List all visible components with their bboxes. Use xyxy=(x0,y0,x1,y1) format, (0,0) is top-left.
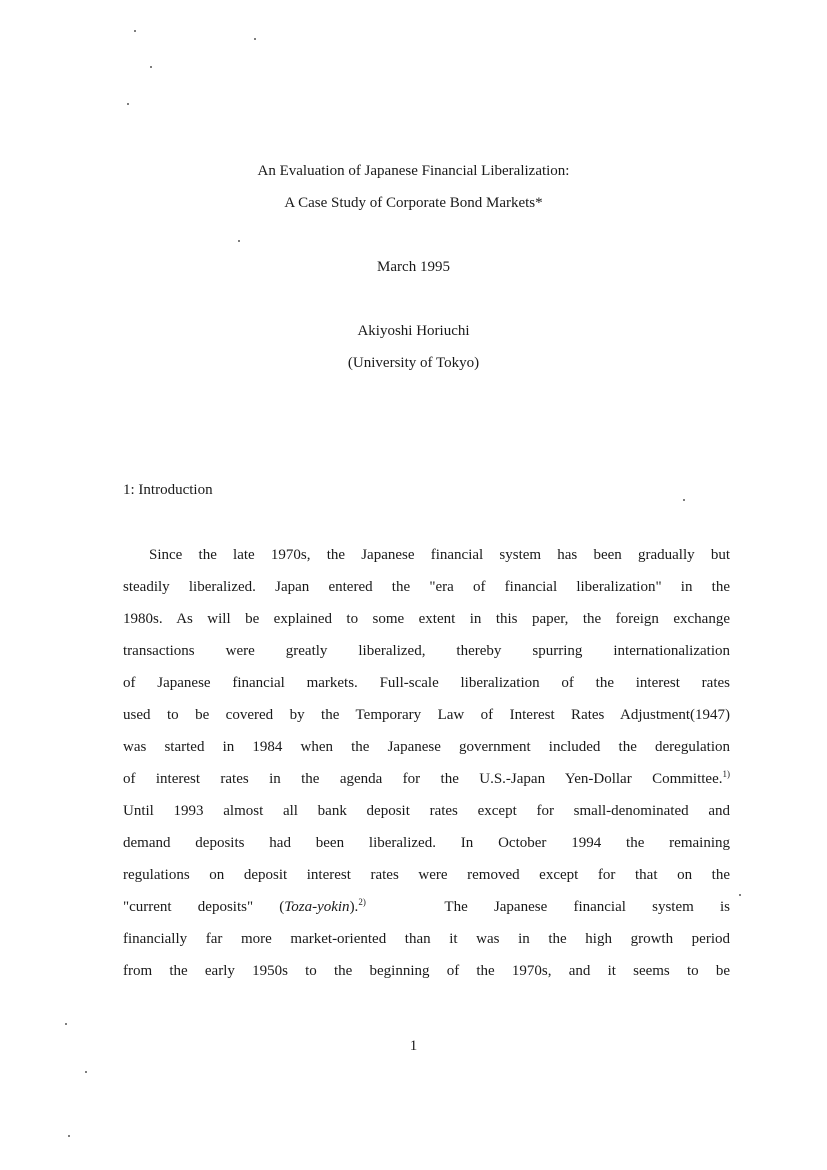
scan-speck xyxy=(238,240,240,242)
body-line-text: "current deposits" (Toza-yokin). xyxy=(123,899,359,915)
paper-title-line-2: A Case Study of Corporate Bond Markets* xyxy=(284,195,543,211)
body-line: steadily liberalized. Japan entered the "era of financial liberalization" in the xyxy=(123,579,730,595)
scan-speck xyxy=(85,1071,87,1073)
scan-speck xyxy=(127,103,129,105)
paper-affiliation: (University of Tokyo) xyxy=(347,355,480,371)
italic-term: Toza-yokin xyxy=(284,899,350,915)
paper-date: March 1995 xyxy=(377,259,450,275)
body-line: 1980s. As will be explained to some extent in this paper, the foreign exchange xyxy=(123,611,730,627)
paper-author: Akiyoshi Horiuchi xyxy=(357,323,470,339)
body-line-text: of interest rates in the agenda for the U.S.-Japan Yen-Dollar Committee. xyxy=(123,771,723,787)
scan-speck xyxy=(134,30,136,32)
body-line: used to be covered by the Temporary Law of Interest Rates Adjustment(1947) xyxy=(123,707,730,723)
page-number: 1 xyxy=(409,1038,418,1054)
section-heading-introduction: 1: Introduction xyxy=(123,482,213,498)
body-line-with-footnote xyxy=(123,769,730,801)
body-line-tail: The Japanese financial system is xyxy=(444,899,730,915)
body-line: of Japanese financial markets. Full-scale liberalization of the interest rates xyxy=(123,675,730,691)
paper-title-line-1: An Evaluation of Japanese Financial Liberalization: xyxy=(257,163,570,179)
introduction-body xyxy=(123,545,730,993)
body-line: financially far more market-oriented than it was in the high growth period xyxy=(123,931,730,947)
body-line: Since the late 1970s, the Japanese financial system has been gradually but xyxy=(149,547,730,563)
body-line: Until 1993 almost all bank deposit rates except for small-denominated and xyxy=(123,803,730,819)
body-line: was started in 1984 when the Japanese government included the deregulation xyxy=(123,739,730,755)
scan-speck xyxy=(683,499,685,501)
body-line: transactions were greatly liberalized, thereby spurring internationalization xyxy=(123,643,730,659)
body-line-with-footnote xyxy=(123,897,730,929)
scan-speck xyxy=(150,66,152,68)
footnote-ref-2: 2) xyxy=(358,897,366,907)
scan-speck xyxy=(254,38,256,40)
scan-speck xyxy=(68,1135,70,1137)
body-line: demand deposits had been liberalized. In October 1994 the remaining xyxy=(123,835,730,851)
scan-speck xyxy=(65,1023,67,1025)
footnote-ref-1: 1) xyxy=(722,769,730,779)
body-line: from the early 1950s to the beginning of the 1970s, and it seems to be xyxy=(123,963,730,979)
body-line: regulations on deposit interest rates were removed except for that on the xyxy=(123,867,730,883)
scan-speck xyxy=(739,894,741,896)
